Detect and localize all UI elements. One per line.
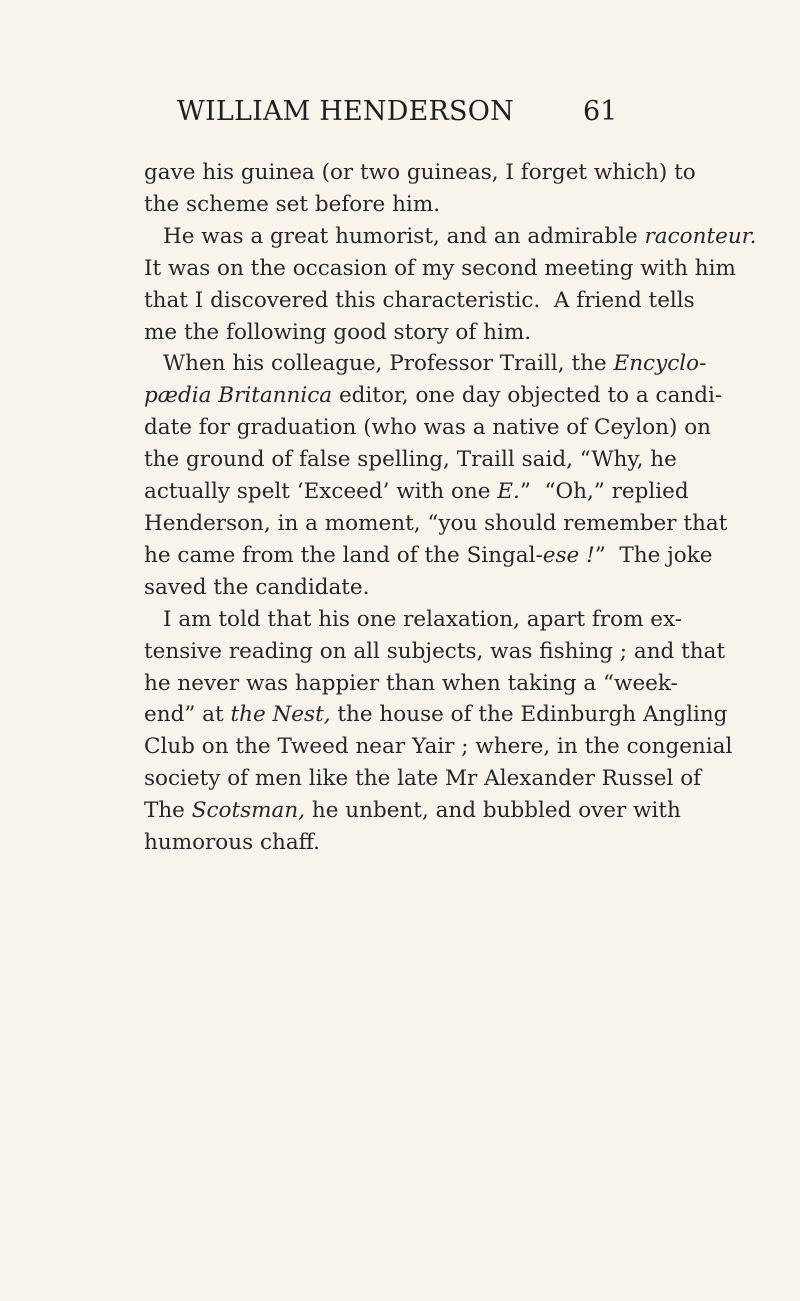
text-segment: When his colleague, Professor Traill, the bbox=[163, 351, 614, 377]
text-segment: saved the candidate. bbox=[144, 574, 370, 600]
text-segment: the ground of false spelling, Traill said, “Why, he bbox=[144, 447, 677, 473]
text-segment: humorous chaff. bbox=[144, 830, 321, 856]
text-segment: the scheme set before him. bbox=[144, 191, 441, 217]
running-head: WILLIAM HENDERSON bbox=[177, 96, 514, 127]
italic-text: raconteur. bbox=[644, 223, 757, 249]
text-line bbox=[144, 508, 728, 540]
text-segment: gave his guinea (or two guineas, I forget which) to bbox=[144, 160, 696, 185]
text-line bbox=[144, 572, 616, 604]
text-line bbox=[144, 253, 736, 285]
text-segment: society of men like the late Mr Alexander Russel of bbox=[144, 766, 702, 792]
text-segment: I am told that his one relaxation, apart from ex- bbox=[163, 606, 683, 632]
text-line bbox=[144, 348, 707, 380]
italic-text: ese ! bbox=[542, 542, 595, 568]
italic-text: the Nest, bbox=[230, 702, 331, 728]
text-segment: that I discovered this characteristic. A friend tells bbox=[144, 287, 695, 313]
text-segment: ” The joke bbox=[594, 542, 713, 568]
text-segment: Henderson, in a moment, “you should remember that bbox=[144, 510, 728, 536]
text-line bbox=[144, 795, 681, 827]
text-segment: he unbent, and bubbled over with bbox=[305, 798, 681, 824]
text-segment: he never was happier than when taking a “week- bbox=[144, 670, 678, 696]
text-segment: end” at bbox=[144, 702, 231, 728]
text-line bbox=[144, 731, 733, 763]
text-line bbox=[144, 380, 723, 412]
text-segment: date for graduation (who was a native of Ceylon) on bbox=[144, 415, 711, 441]
text-line bbox=[144, 412, 711, 444]
text-segment: Club on the Tweed near Yair ; where, in the congenial bbox=[144, 734, 733, 760]
text-line bbox=[144, 540, 713, 572]
italic-text: Encyclo- bbox=[613, 351, 707, 377]
text-segment: ” “Oh,” replied bbox=[519, 479, 689, 505]
text-line bbox=[144, 699, 728, 731]
text-segment: He was a great humorist, and an admirable bbox=[163, 223, 645, 249]
text-line bbox=[144, 189, 616, 221]
text-line bbox=[144, 827, 616, 859]
text-line bbox=[144, 285, 695, 317]
page-number: 61 bbox=[583, 96, 618, 127]
italic-text: E. bbox=[497, 479, 520, 505]
text-line bbox=[144, 157, 696, 189]
text-line bbox=[144, 221, 757, 253]
text-line bbox=[144, 668, 678, 700]
text-segment: me the following good story of him. bbox=[144, 319, 532, 345]
text-segment: tensive reading on all subjects, was fishing ; and that bbox=[144, 638, 726, 664]
body-text bbox=[144, 157, 757, 859]
italic-text: Scotsman, bbox=[191, 798, 306, 824]
text-segment: actually spelt ‘Exceed’ with one bbox=[144, 479, 498, 505]
italic-text: pædia Britannica bbox=[144, 383, 333, 409]
text-line bbox=[144, 476, 689, 508]
text-segment: The bbox=[144, 798, 192, 824]
text-line bbox=[144, 604, 683, 636]
text-line bbox=[144, 444, 677, 476]
text-line bbox=[144, 763, 702, 795]
text-segment: he came from the land of the Singal- bbox=[144, 542, 543, 568]
text-segment: the house of the Edinburgh Angling bbox=[330, 702, 728, 728]
text-line bbox=[144, 317, 616, 349]
text-segment: editor, one day objected to a candi- bbox=[332, 383, 723, 409]
text-segment: It was on the occasion of my second meeting with him bbox=[144, 255, 736, 281]
text-line bbox=[144, 636, 726, 668]
